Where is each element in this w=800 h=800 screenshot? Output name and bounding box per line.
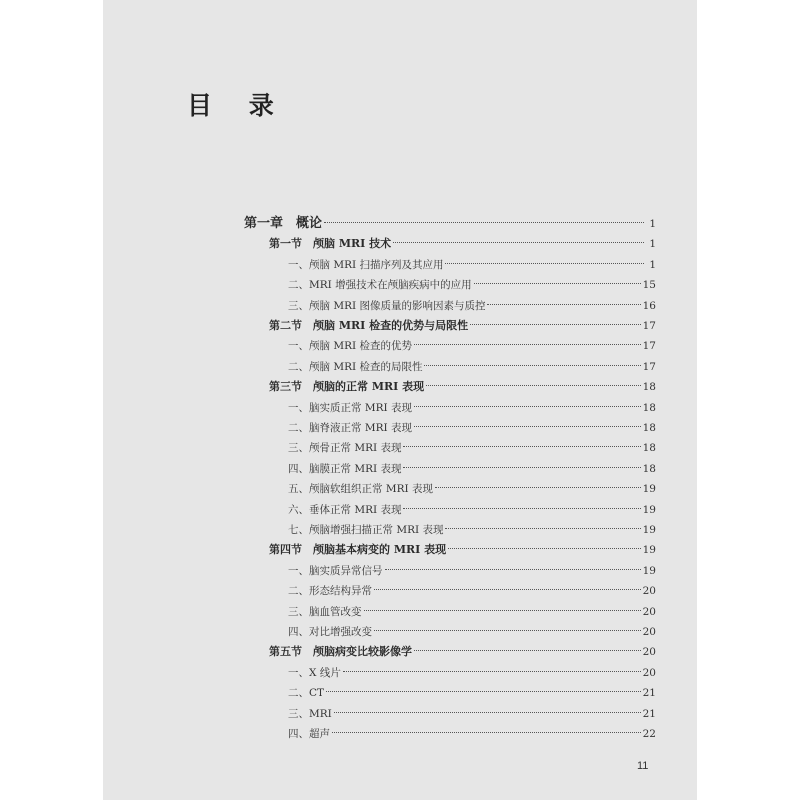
toc-entry-item [288,663,656,683]
toc-entry-page: 20 [642,646,656,659]
dot-leader [403,446,640,447]
dot-leader [414,426,641,427]
toc-entry-page: 17 [642,340,656,353]
toc-entry-page: 18 [642,401,656,414]
toc-entry-item [288,336,656,356]
toc-entry-label: 一、脑实质异常信号 [288,564,383,577]
toc-entry-page: 19 [642,524,656,536]
toc-entry-page: 17 [642,360,656,373]
page-number: 11 [637,760,649,772]
toc-entry-label: 二、脑脊液正常 MRI 表现 [288,422,412,434]
toc-entry-section [269,642,656,662]
toc-entry-item [288,479,656,499]
toc-entry-label: 第三节 颅脑的正常 MRI 表现 [269,380,425,394]
toc-entry-page: 1 [649,258,656,271]
toc-entry-page: 20 [642,666,656,679]
toc-entry-label: 第一节 颅脑 MRI 技术 [269,237,392,251]
dot-leader [435,487,641,488]
toc-entry-item [288,296,656,316]
toc-entry-item [288,275,656,295]
dot-leader [324,222,644,223]
toc-entry-label: 一、脑实质正常 MRI 表现 [288,401,412,414]
toc-entry-page: 20 [642,605,656,618]
toc-entry-label: 四、对比增强改变 [288,626,372,638]
toc-entry-item [288,683,656,703]
toc-entry-item [288,398,656,418]
toc-entry-label: 四、脑膜正常 MRI 表现 [288,462,402,475]
toc-entry-label: 三、脑血管改变 [288,605,362,618]
book-page [103,0,697,800]
toc-entry-label: 第二节 颅脑 MRI 检查的优势与局限性 [269,319,469,332]
toc-entry-label: 一、颅脑 MRI 扫描序列及其应用 [288,258,444,271]
dot-leader [385,569,641,570]
dot-leader [426,385,641,386]
dot-leader [393,242,644,243]
dot-leader [374,630,641,631]
toc-entry-section [269,377,656,397]
toc-entry-label: 第一章 概论 [244,216,323,231]
toc-entry-label: 二、CT [288,687,325,700]
toc-entry-page: 19 [642,564,656,577]
toc-entry-item [288,602,656,622]
toc-entry-page: 18 [642,381,656,394]
toc-entry-page: 19 [642,503,656,516]
toc-entry-label: 三、MRI [288,707,332,720]
toc-entry-label: 三、颅骨正常 MRI 表现 [288,442,402,455]
toc-entry-label: 二、形态结构异常 [288,585,372,598]
toc-entry-label: 五、颅脑软组织正常 MRI 表现 [288,483,433,496]
dot-leader [424,365,640,366]
dot-leader [403,508,640,509]
dot-leader [448,548,641,549]
dot-leader [334,712,641,713]
toc-entry-item [288,357,656,377]
toc-entry-page: 17 [642,320,656,332]
toc-entry-label: 六、垂体正常 MRI 表现 [288,503,402,516]
dot-leader [343,671,641,672]
toc-entry-section [269,316,656,336]
toc-entry-item [288,561,656,581]
toc-entry-label: 七、颅脑增强扫描正常 MRI 表现 [288,524,444,536]
toc-entry-page: 22 [642,728,656,740]
dot-leader [364,610,641,611]
toc-entry-item [288,520,656,540]
toc-entry-label: 一、颅脑 MRI 检查的优势 [288,340,412,353]
dot-leader [414,650,641,651]
toc-entry-label: 二、颅脑 MRI 检查的局限性 [288,360,423,373]
toc-entry-chapter [244,214,656,234]
dot-leader [403,467,640,468]
toc-entry-page: 18 [642,442,656,455]
toc-entry-item [288,622,656,642]
toc-entry-label: 一、X 线片 [288,666,341,679]
dot-leader [470,324,641,325]
toc-entry-item [288,459,656,479]
toc-entry-item [288,500,656,520]
dot-leader [414,344,641,345]
toc-entry-label: 三、颅脑 MRI 图像质量的影响因素与质控 [288,299,486,312]
dot-leader [374,589,641,590]
toc-entry-item [288,581,656,601]
toc-entry-page: 21 [642,687,656,700]
toc-entry-page: 16 [642,299,656,312]
toc-entry-page: 19 [642,544,656,557]
page-title: 目 录 [187,91,288,120]
toc-entry-page: 18 [642,462,656,475]
toc-entry-page: 21 [642,707,656,720]
toc-entry-label: 二、MRI 增强技术在颅脑疾病中的应用 [288,279,472,292]
toc-entry-page: 18 [642,422,656,434]
toc-entry-page: 1 [649,218,656,230]
dot-leader [487,304,640,305]
toc-entry-item [288,255,656,275]
toc-entry-label: 第五节 颅脑病变比较影像学 [269,645,412,659]
toc-entry-page: 15 [642,279,656,292]
toc-entry-page: 20 [642,585,656,598]
toc-entry-page: 20 [642,626,656,638]
toc-entry-label: 第四节 颅脑基本病变的 MRI 表现 [269,543,447,557]
toc-entry-item [288,704,656,724]
dot-leader [326,691,641,692]
toc-entry-section [269,234,656,254]
dot-leader [414,406,641,407]
toc-entry-item [288,724,656,744]
dot-leader [332,732,641,733]
toc-entry-page: 19 [642,483,656,496]
dot-leader [445,263,644,264]
toc-entry-label: 四、超声 [288,728,330,740]
toc-entry-item [288,438,656,458]
dot-leader [474,283,641,284]
toc-entry-section [269,540,656,560]
toc-entry-item [288,418,656,438]
dot-leader [445,528,640,529]
toc-entry-page: 1 [649,238,656,251]
